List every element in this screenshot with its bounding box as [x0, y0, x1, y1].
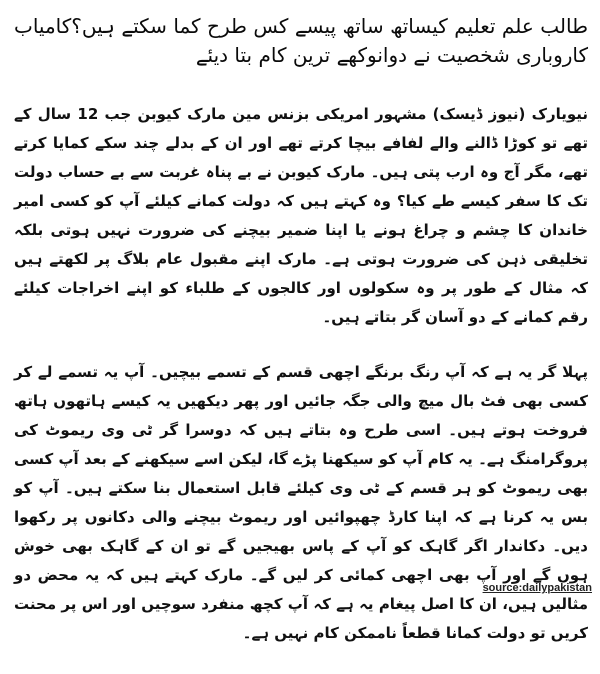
article-headline: طالب علم تعلیم کیساتھ ساتھ پیسے کس طرح کما سکتے ہیں؟کامیاب کاروباری شخصیت نے دوانوکھے ترین کام بتا دیئے: [14, 14, 588, 67]
article-paragraph-1: نیویارک (نیوز ڈیسک) مشہور امریکی بزنس مین مارک کیوبن جب 12 سال کے تھے تو کوڑا ڈالنے والے لفافے بیچا کرتے تھے اور ان کے بدلے چند سکے کمایا کرتے تھے، مگر آج وہ ارب پتی ہیں۔ مارک کیوبن نے بے پناہ غربت سے بے حساب دولت تک کا سفر کیسے طے کیا؟ وہ کہتے ہیں کہ دولت کمانے کیلئے آپ کو کسی امیر خاندان کا چشم و چراغ ہونے یا اپنا ضمیر بیچنے کی ضرورت نہیں ہوتی بلکہ تخلیقی ذہن کی ضرورت ہوتی ہے۔ مارک اپنے مقبول عام بلاگ پر لکھتے ہیں کہ مثال کے طور پر وہ سکولوں اور کالجوں کے طلباء کو اپنے اخراجات کیلئے رقم کمانے کے دو آسان گر بتاتے ہیں۔: [14, 105, 589, 326]
article-body: [14, 12, 588, 674]
article-paragraph-2: پہلا گر یہ ہے کہ آپ رنگ برنگے اچھی قسم کے تسمے بیچیں۔ آپ یہ تسمے لے کر کسی بھی فٹ بال میچ والی جگہ جائیں اور پھر دیکھیں یہ کیسے ہاتھوں ہاتھ فروخت ہوتے ہیں۔ اسی طرح وہ بتاتے ہیں کہ دوسرا گر ٹی وی ریموٹ کی پروگرامنگ ہے۔ یہ کام آپ کو سیکھنا پڑے گا، لیکن اسے سیکھنے کے بعد آپ کسی بھی ریموٹ کو ہر قسم کے ٹی وی کیلئے قابل استعمال بنا سکتے ہیں۔ آپ کو بس یہ کرنا ہے کہ اپنا کارڈ چھپوائیں اور ریموٹ بیچنے والی دکانوں پر رکھوا دیں۔ دکاندار اگر گاہک کو آپ کے پاس بھیجیں گے تو ان کے گاہک بھی خوش ہوں گے اور آپ بھی اچھی کمائی کر لیں گے۔ مارک کہتے ہیں کہ یہ محض دو مثالیں ہیں، ان کا اصل پیغام یہ ہے کہ آپ کچھ منفرد سوچیں اور اس پر محنت کریں تو دولت کمانا قطعاً ناممکن کام نہیں ہے۔: [14, 363, 588, 642]
source-credit: source:dailypakistan: [482, 582, 592, 594]
